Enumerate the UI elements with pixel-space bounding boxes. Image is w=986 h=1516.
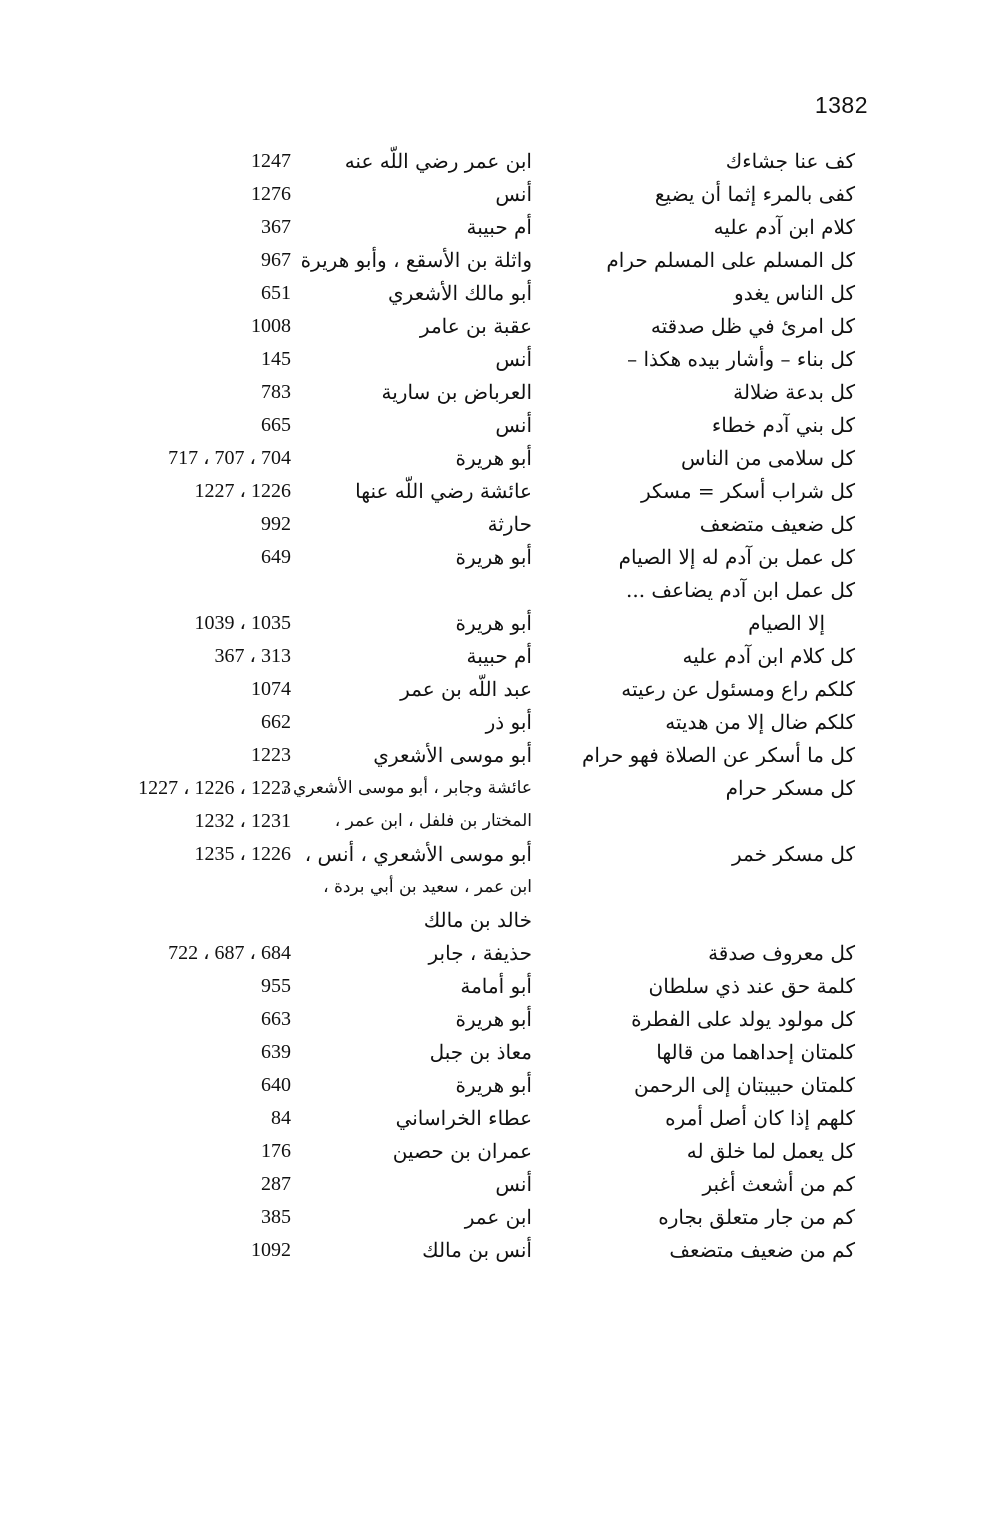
hadith-text: إلا الصيام [748, 611, 825, 635]
hadith-text: كلام ابن آدم عليه [713, 215, 855, 239]
index-row [0, 541, 986, 574]
narrator: أبو هريرة [455, 611, 532, 635]
hadith-numbers: 176 [261, 1140, 291, 1162]
narrator: أبو هريرة [455, 1007, 532, 1031]
hadith-numbers: 640 [261, 1074, 291, 1096]
index-row [0, 739, 986, 772]
hadith-text: كل بني آدم خطاء [711, 413, 855, 437]
narrator: أبو أمامة [460, 974, 532, 998]
narrator: أم حبيبة [466, 215, 532, 239]
narrator: واثلة بن الأسقع ، وأبو هريرة [300, 248, 532, 272]
narrator: أبو موسى الأشعري [373, 743, 532, 767]
hadith-numbers: 992 [261, 513, 291, 535]
hadith-numbers: 955 [261, 975, 291, 997]
narrator: أبو ذر [485, 710, 532, 734]
index-row [0, 1003, 986, 1036]
index-row [0, 343, 986, 376]
narrator: حذيفة ، جابر [428, 941, 532, 965]
index-row [0, 1201, 986, 1234]
index-row [0, 937, 986, 970]
narrator: أنس [495, 1172, 532, 1196]
index-row [0, 211, 986, 244]
hadith-text: كلكم راع ومسئول عن رعيته [621, 677, 855, 701]
hadith-text: كفى بالمرء إثما أن يضيع [654, 182, 855, 206]
hadith-numbers: 1247 [251, 150, 291, 172]
narrator: أبو هريرة [455, 446, 532, 470]
hadith-numbers: 1074 [251, 678, 291, 700]
narrator: أنس بن مالك [422, 1238, 532, 1262]
narrator: عائشة رضي اللّه عنها [355, 479, 532, 503]
index-row [0, 244, 986, 277]
hadith-index-table [0, 145, 986, 1267]
hadith-text: كم من جار متعلق بجاره [658, 1205, 855, 1229]
hadith-numbers: 722 ، 687 ، 684 [168, 942, 291, 964]
hadith-text: كم من ضعيف متضعف [669, 1238, 855, 1262]
index-row [0, 673, 986, 706]
hadith-numbers: 1227 ، 1226 [194, 480, 291, 502]
narrator: عقبة بن عامر [419, 314, 532, 338]
hadith-numbers: 665 [261, 414, 291, 436]
index-row [0, 145, 986, 178]
hadith-numbers: 1235 ، 1226 [194, 843, 291, 865]
index-row [0, 1168, 986, 1201]
index-row [0, 178, 986, 211]
hadith-text: كم من أشعث أغبر [702, 1172, 855, 1196]
hadith-text: كل مولود يولد على الفطرة [631, 1007, 855, 1031]
narrator: حارثة [487, 512, 532, 536]
narrator: خالد بن مالك [423, 908, 532, 932]
narrator: عبد اللّه بن عمر [400, 677, 532, 701]
hadith-numbers: 649 [261, 546, 291, 568]
hadith-numbers: 385 [261, 1206, 291, 1228]
hadith-text: كلكم ضال إلا من هديته [665, 710, 855, 734]
narrator: أنس [495, 413, 532, 437]
hadith-text: كف عنا جشاءك [725, 149, 855, 173]
index-row [0, 1234, 986, 1267]
index-row [0, 277, 986, 310]
narrator: المختار بن فلفل ، ابن عمر ، [334, 811, 532, 831]
hadith-text: كل بدعة ضلالة [733, 380, 855, 404]
hadith-text: كل امرئ في ظل صدقته [650, 314, 855, 338]
hadith-numbers: 145 [261, 348, 291, 370]
hadith-text: كل شراب أسكر = مسكر [640, 479, 855, 503]
index-row [0, 1135, 986, 1168]
index-row [0, 442, 986, 475]
hadith-text: كل ما أسكر عن الصلاة فهو حرام [581, 743, 855, 767]
narrator: أبو هريرة [455, 545, 532, 569]
index-row [0, 310, 986, 343]
hadith-numbers: 1232 ، 1231 [194, 810, 291, 832]
narrator: أبو هريرة [455, 1073, 532, 1097]
hadith-numbers: 651 [261, 282, 291, 304]
narrator: عطاء الخراساني [395, 1106, 532, 1130]
hadith-text: كل المسلم على المسلم حرام [606, 248, 855, 272]
index-row [0, 805, 986, 838]
hadith-text: كلمتان إحداهما من قالها [656, 1040, 855, 1064]
hadith-numbers: 639 [261, 1041, 291, 1063]
index-row [0, 574, 986, 607]
hadith-numbers: 717 ، 707 ، 704 [168, 447, 291, 469]
hadith-text: كل عمل ابن آدم يضاعف ... [625, 578, 855, 602]
narrator: العرباض بن سارية [381, 380, 532, 404]
index-row [0, 475, 986, 508]
index-row [0, 1069, 986, 1102]
hadith-numbers: 1223 [251, 744, 291, 766]
index-row [0, 871, 986, 904]
index-row [0, 772, 986, 805]
hadith-numbers: 84 [271, 1107, 291, 1129]
page-number: 1382 [814, 92, 868, 118]
hadith-text: كلمة حق عند ذي سلطان [648, 974, 855, 998]
hadith-numbers: 663 [261, 1008, 291, 1030]
index-row [0, 640, 986, 673]
index-row [0, 1102, 986, 1135]
narrator: معاذ بن جبل [429, 1040, 532, 1064]
hadith-numbers: 1276 [251, 183, 291, 205]
hadith-numbers: 967 [261, 249, 291, 271]
hadith-numbers: 662 [261, 711, 291, 733]
narrator: ابن عمر ، سعيد بن أبي بردة ، [323, 877, 532, 897]
hadith-text: كل سلامى من الناس [681, 446, 855, 470]
hadith-numbers: 287 [261, 1173, 291, 1195]
hadith-text: كلهم إذا كان أصل أمره [665, 1106, 855, 1130]
hadith-numbers: 783 [261, 381, 291, 403]
narrator: أم حبيبة [466, 644, 532, 668]
index-row [0, 409, 986, 442]
hadith-numbers: 1039 ، 1035 [194, 612, 291, 634]
index-row [0, 1036, 986, 1069]
hadith-text: كل يعمل لما خلق له [686, 1139, 855, 1163]
narrator: أنس [495, 182, 532, 206]
hadith-text: كل بناء – وأشار بيده هكذا – [627, 347, 855, 371]
narrator: ابن عمر رضي اللّه عنه [344, 149, 532, 173]
hadith-text: كل كلام ابن آدم عليه [682, 644, 855, 668]
narrator: أنس [495, 347, 532, 371]
hadith-numbers: 1092 [251, 1239, 291, 1261]
hadith-text: كلمتان حبيبتان إلى الرحمن [633, 1073, 855, 1097]
narrator: أبو مالك الأشعري [388, 281, 532, 305]
hadith-text: كل مسكر خمر [732, 842, 855, 866]
hadith-numbers: 1227 ، 1226 ، 1223 [138, 777, 291, 799]
index-row [0, 970, 986, 1003]
hadith-numbers: 1008 [251, 315, 291, 337]
index-row [0, 838, 986, 871]
index-row [0, 904, 986, 937]
hadith-text: كل مسكر حرام [725, 776, 855, 800]
index-row [0, 508, 986, 541]
index-row [0, 706, 986, 739]
hadith-numbers: 367 ، 313 [214, 645, 291, 667]
hadith-text: كل عمل بن آدم له إلا الصيام [618, 545, 855, 569]
index-row [0, 376, 986, 409]
narrator: عمران بن حصين [392, 1139, 532, 1163]
hadith-text: كل معروف صدقة [708, 941, 855, 965]
narrator: أبو موسى الأشعري ، أنس ، [304, 842, 532, 866]
narrator: عائشة وجابر ، أبو موسى الأشعري ، [282, 778, 532, 798]
index-row [0, 607, 986, 640]
hadith-text: كل الناس يغدو [734, 281, 855, 305]
hadith-text: كل ضعيف متضعف [699, 512, 855, 536]
hadith-numbers: 367 [261, 216, 291, 238]
narrator: ابن عمر [464, 1205, 532, 1229]
